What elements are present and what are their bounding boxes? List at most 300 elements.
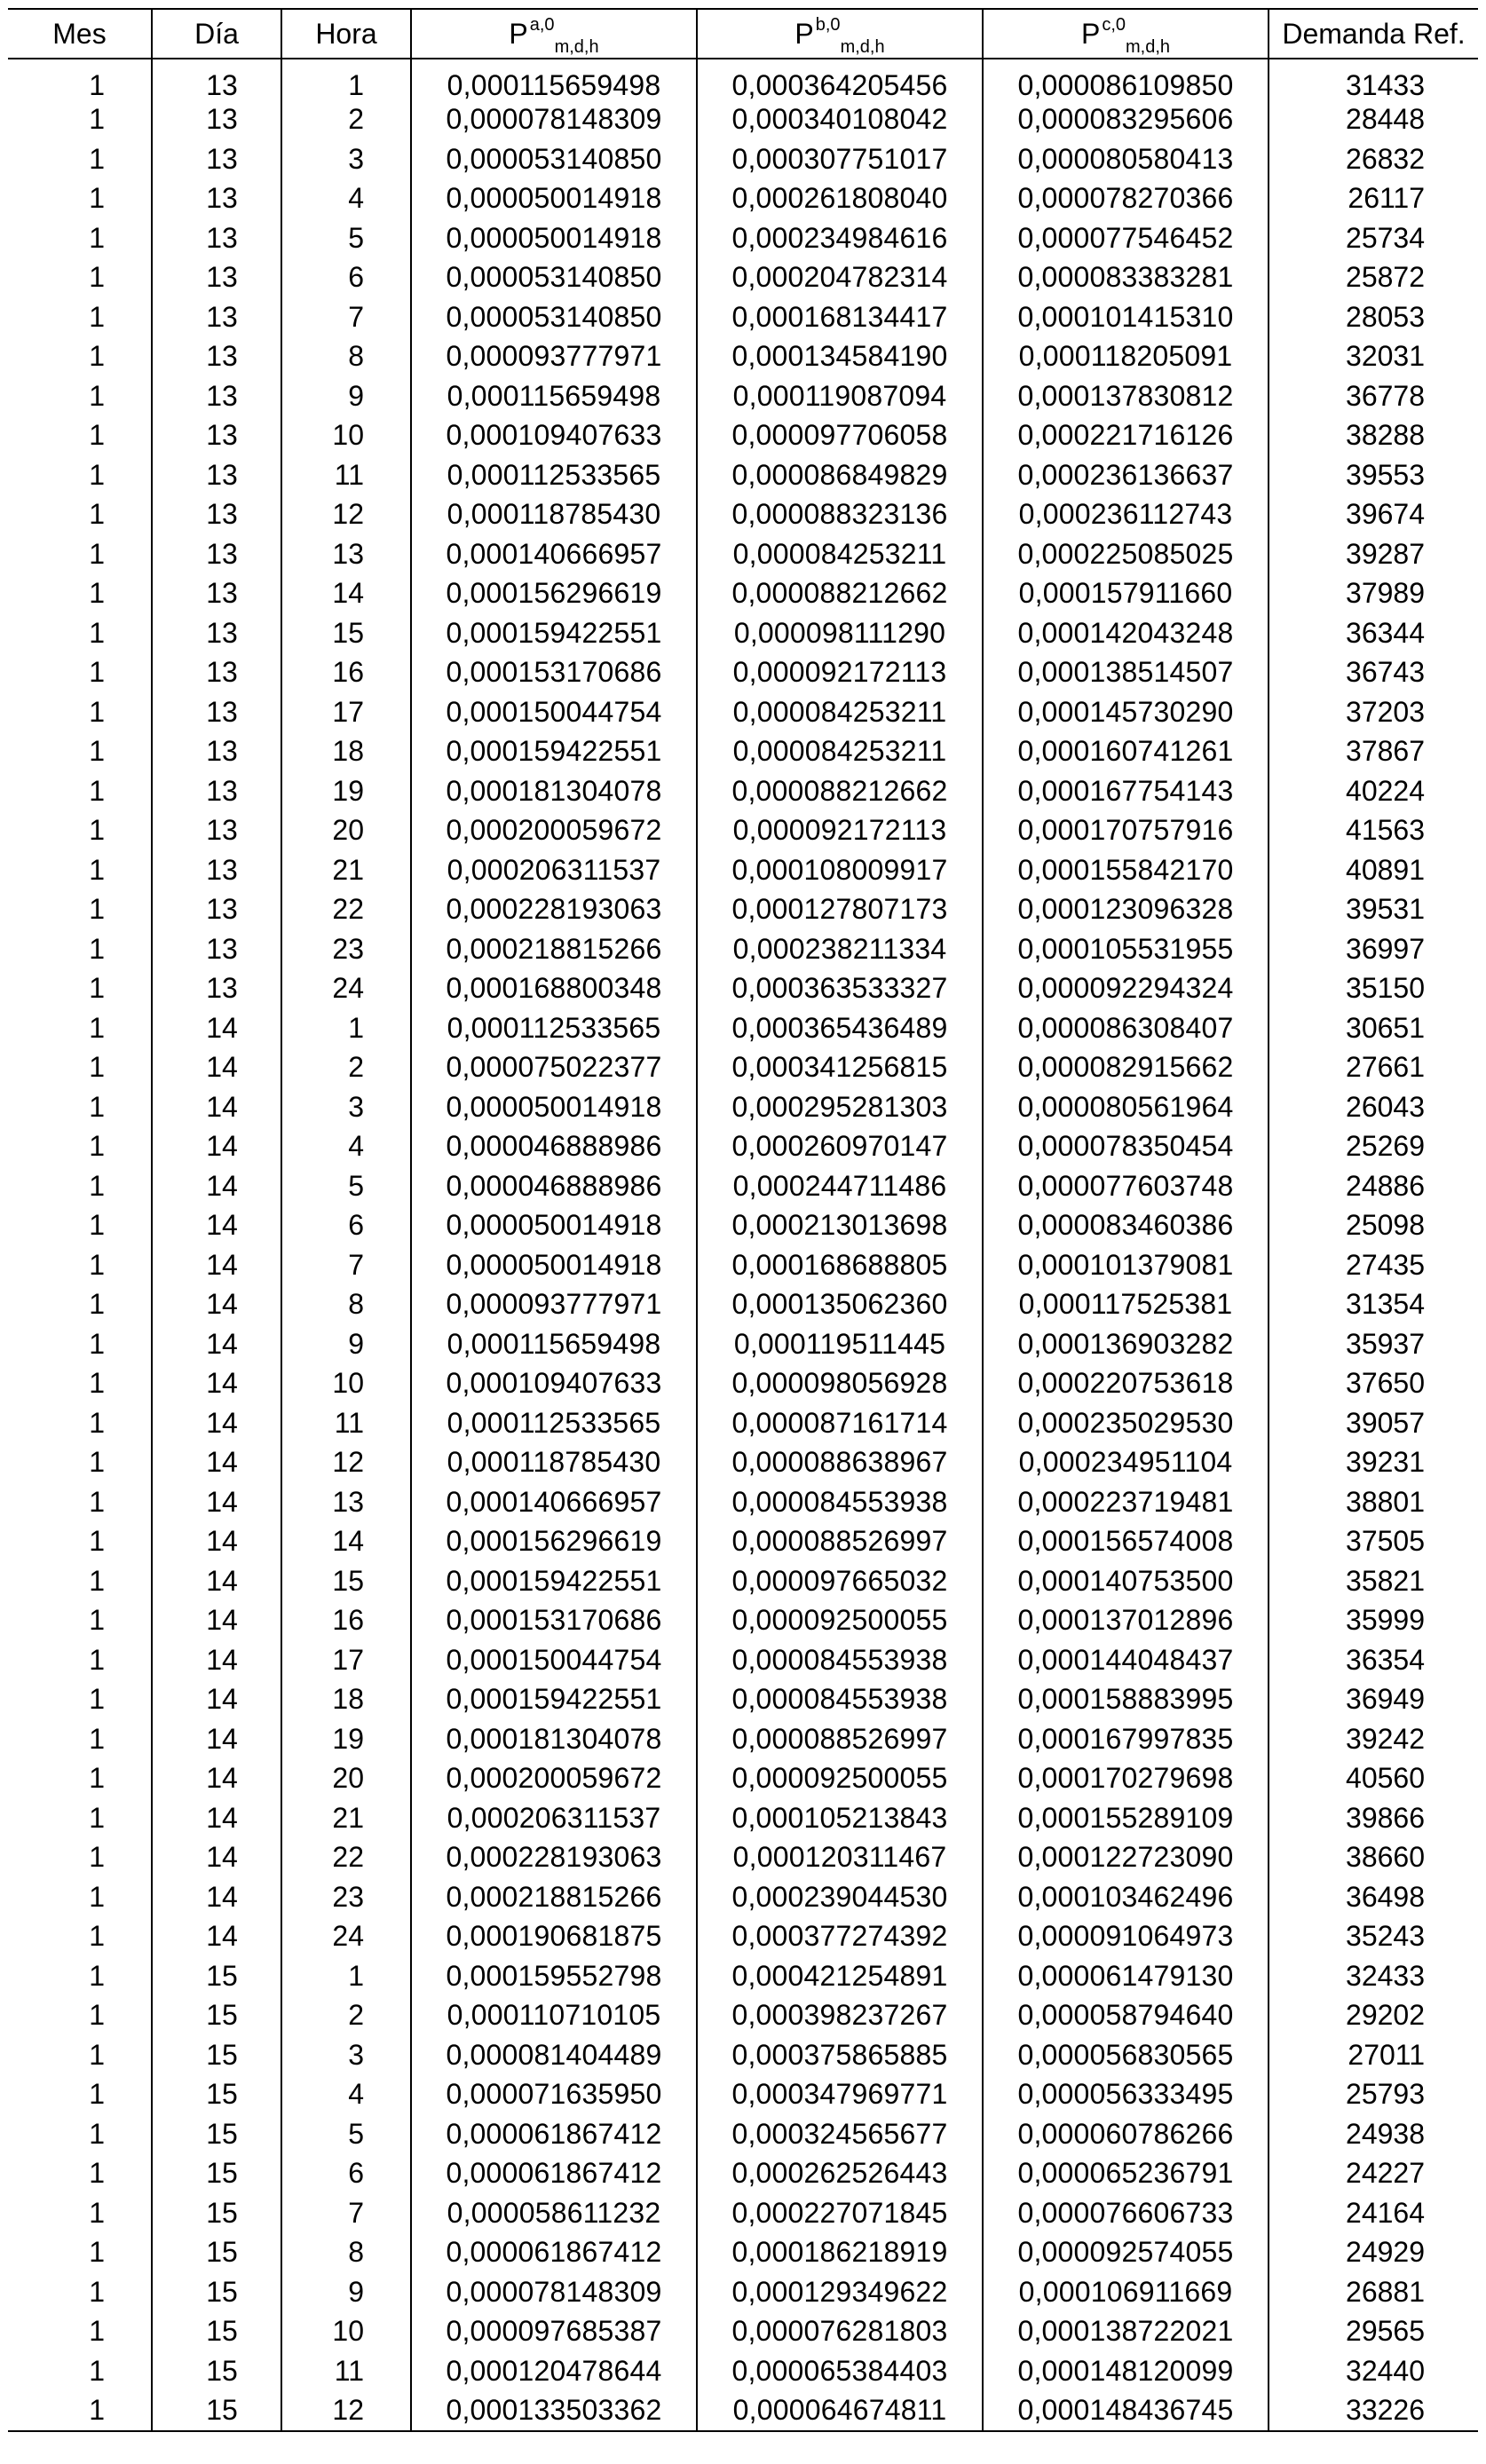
cell-mes: 1: [89, 1288, 105, 1321]
cell-hora: 14: [281, 573, 411, 613]
cell-demanda: 24938: [1269, 2114, 1478, 2154]
cell-demanda: 24929: [1269, 2232, 1478, 2272]
cell-p-b: 0,000084253211: [697, 731, 983, 771]
cell-p-c: 0,000137830812: [983, 376, 1269, 416]
cell-dia: 13: [152, 613, 281, 653]
cell-hora: 6: [281, 257, 411, 297]
cell-mes: 1: [89, 537, 105, 570]
cell-hora: 10: [281, 2311, 411, 2351]
cell-demanda: 40224: [1269, 771, 1478, 811]
table-row: [8, 1640, 1478, 1680]
table-row: [8, 2035, 1478, 2075]
cell-p-a: 0,000112533565: [411, 1008, 697, 1048]
header-p-c-base: P: [1080, 17, 1101, 50]
cell-dia: 13: [152, 573, 281, 613]
cell-p-b: 0,000084553938: [697, 1679, 983, 1719]
cell-demanda: 35821: [1269, 1561, 1478, 1601]
cell-p-a: 0,000115659498: [411, 376, 697, 416]
cell-hora: 19: [281, 1719, 411, 1759]
table-row: [8, 2153, 1478, 2193]
table-row: [8, 1324, 1478, 1364]
cell-dia: 14: [152, 1877, 281, 1917]
cell-p-c: 0,000236136637: [983, 455, 1269, 495]
table-row: [8, 1758, 1478, 1798]
cell-p-a: 0,000181304078: [411, 771, 697, 811]
cell-p-b: 0,000092172113: [697, 810, 983, 850]
cell-dia: 14: [152, 1837, 281, 1877]
cell-p-b: 0,000076281803: [697, 2311, 983, 2351]
cell-dia: 15: [152, 2074, 281, 2114]
cell-mes: 1: [89, 616, 105, 649]
cell-demanda: 31354: [1269, 1284, 1478, 1324]
cell-demanda: 41563: [1269, 810, 1478, 850]
cell-p-c: 0,000138514507: [983, 652, 1269, 692]
header-hora: Hora: [281, 9, 411, 59]
cell-p-b: 0,000088323136: [697, 494, 983, 534]
table-row: [8, 1956, 1478, 1996]
cell-p-c: 0,000155289109: [983, 1798, 1269, 1838]
cell-p-a: 0,000058611232: [411, 2193, 697, 2233]
table-row: [8, 1679, 1478, 1719]
cell-p-c: 0,000092294324: [983, 968, 1269, 1008]
cell-hora: 9: [281, 1324, 411, 1364]
cell-p-c: 0,000122723090: [983, 1837, 1269, 1877]
cell-p-c: 0,000077546452: [983, 218, 1269, 258]
cell-hora: 17: [281, 1640, 411, 1680]
cell-p-b: 0,000421254891: [697, 1956, 983, 1996]
table-row: [8, 2114, 1478, 2154]
cell-p-c: 0,000160741261: [983, 731, 1269, 771]
cell-hora: 22: [281, 1837, 411, 1877]
cell-mes: 1: [89, 1880, 105, 1913]
cell-hora: 12: [281, 494, 411, 534]
cell-hora: 16: [281, 652, 411, 692]
cell-dia: 14: [152, 1719, 281, 1759]
cell-demanda: 26043: [1269, 1087, 1478, 1127]
cell-p-c: 0,000083383281: [983, 257, 1269, 297]
cell-dia: 14: [152, 1561, 281, 1601]
cell-p-b: 0,000262526443: [697, 2153, 983, 2193]
cell-p-a: 0,000206311537: [411, 850, 697, 890]
header-demanda: Demanda Ref.: [1269, 9, 1478, 59]
cell-p-a: 0,000046888986: [411, 1126, 697, 1166]
cell-dia: 14: [152, 1521, 281, 1561]
cell-hora: 4: [281, 178, 411, 218]
cell-p-b: 0,000064674811: [697, 2390, 983, 2431]
cell-p-a: 0,000156296619: [411, 1521, 697, 1561]
cell-p-a: 0,000181304078: [411, 1719, 697, 1759]
cell-p-b: 0,000088212662: [697, 771, 983, 811]
cell-p-a: 0,000050014918: [411, 218, 697, 258]
cell-hora: 20: [281, 810, 411, 850]
cell-p-c: 0,000086109850: [983, 59, 1269, 99]
header-p-a-sup: a,0: [529, 14, 555, 35]
cell-p-b: 0,000086849829: [697, 455, 983, 495]
cell-mes: 1: [89, 1999, 105, 2032]
table-row: [8, 59, 1478, 99]
cell-p-b: 0,000092172113: [697, 652, 983, 692]
cell-dia: 13: [152, 376, 281, 416]
cell-hora: 12: [281, 2390, 411, 2431]
table-row: [8, 573, 1478, 613]
cell-p-c: 0,000086308407: [983, 1008, 1269, 1048]
cell-p-b: 0,000227071845: [697, 2193, 983, 2233]
table-row: [8, 257, 1478, 297]
cell-p-a: 0,000078148309: [411, 99, 697, 139]
cell-mes: 1: [89, 2236, 105, 2269]
cell-dia: 14: [152, 1324, 281, 1364]
cell-mes: 1: [89, 1604, 105, 1637]
cell-p-b: 0,000324565677: [697, 2114, 983, 2154]
cell-hora: 8: [281, 336, 411, 376]
cell-dia: 15: [152, 2311, 281, 2351]
cell-p-c: 0,000221716126: [983, 415, 1269, 455]
cell-hora: 5: [281, 1166, 411, 1206]
cell-p-c: 0,000148120099: [983, 2351, 1269, 2391]
table-body: [8, 59, 1478, 2431]
cell-demanda: 25734: [1269, 218, 1478, 258]
cell-mes: 1: [89, 1683, 105, 1716]
cell-p-c: 0,000158883995: [983, 1679, 1269, 1719]
cell-dia: 13: [152, 494, 281, 534]
cell-hora: 1: [281, 1956, 411, 1996]
cell-p-c: 0,000092574055: [983, 2232, 1269, 2272]
cell-dia: 15: [152, 1995, 281, 2035]
table-row: [8, 218, 1478, 258]
cell-demanda: 25269: [1269, 1126, 1478, 1166]
cell-mes: 1: [89, 1959, 105, 1992]
table-row: [8, 1047, 1478, 1087]
cell-hora: 23: [281, 1877, 411, 1917]
cell-p-a: 0,000061867412: [411, 2114, 697, 2154]
table-row: [8, 1837, 1478, 1877]
cell-p-b: 0,000092500055: [697, 1758, 983, 1798]
table-row: [8, 731, 1478, 771]
cell-mes: 1: [89, 2117, 105, 2150]
cell-demanda: 26117: [1269, 178, 1478, 218]
cell-mes: 1: [89, 1327, 105, 1360]
cell-dia: 14: [152, 1166, 281, 1206]
cell-demanda: 38801: [1269, 1482, 1478, 1522]
cell-p-c: 0,000058794640: [983, 1995, 1269, 2035]
cell-p-b: 0,000134584190: [697, 336, 983, 376]
cell-demanda: 39674: [1269, 494, 1478, 534]
cell-p-b: 0,000105213843: [697, 1798, 983, 1838]
cell-p-c: 0,000157911660: [983, 573, 1269, 613]
cell-p-a: 0,000150044754: [411, 1640, 697, 1680]
cell-mes: 1: [89, 1722, 105, 1755]
header-p-b-sub: m,d,h: [840, 36, 885, 57]
cell-dia: 14: [152, 1442, 281, 1482]
cell-p-b: 0,000119511445: [697, 1324, 983, 1364]
cell-hora: 12: [281, 1442, 411, 1482]
cell-hora: 21: [281, 850, 411, 890]
cell-dia: 13: [152, 889, 281, 929]
cell-hora: 11: [281, 1403, 411, 1443]
cell-p-a: 0,000118785430: [411, 1442, 697, 1482]
header-p-c-sub: m,d,h: [1126, 36, 1171, 57]
cell-demanda: 39057: [1269, 1403, 1478, 1443]
table-row: [8, 1403, 1478, 1443]
cell-demanda: 39553: [1269, 455, 1478, 495]
cell-demanda: 35999: [1269, 1600, 1478, 1640]
cell-p-c: 0,000101379081: [983, 1245, 1269, 1285]
table-row: [8, 850, 1478, 890]
cell-p-a: 0,000093777971: [411, 1284, 697, 1324]
cell-p-b: 0,000119087094: [697, 376, 983, 416]
cell-demanda: 29565: [1269, 2311, 1478, 2351]
header-p-b: [697, 9, 983, 59]
cell-p-a: 0,000078148309: [411, 2272, 697, 2312]
cell-hora: 7: [281, 2193, 411, 2233]
cell-demanda: 33226: [1269, 2390, 1478, 2431]
cell-p-a: 0,000112533565: [411, 1403, 697, 1443]
table-row: [8, 1008, 1478, 1048]
cell-demanda: 28448: [1269, 99, 1478, 139]
cell-hora: 13: [281, 1482, 411, 1522]
cell-dia: 13: [152, 59, 281, 99]
cell-dia: 15: [152, 2114, 281, 2154]
cell-mes: 1: [89, 1130, 105, 1163]
cell-p-b: 0,000340108042: [697, 99, 983, 139]
cell-p-c: 0,000140753500: [983, 1561, 1269, 1601]
cell-demanda: 24227: [1269, 2153, 1478, 2193]
cell-p-c: 0,000170757916: [983, 810, 1269, 850]
cell-mes: 1: [89, 379, 105, 412]
cell-demanda: 39287: [1269, 534, 1478, 574]
cell-mes: 1: [89, 458, 105, 491]
cell-mes: 1: [89, 1762, 105, 1795]
cell-hora: 8: [281, 1284, 411, 1324]
cell-dia: 13: [152, 692, 281, 732]
table-row: [8, 1166, 1478, 1206]
cell-hora: 1: [281, 1008, 411, 1048]
cell-mes: 1: [89, 972, 105, 1005]
cell-p-b: 0,000234984616: [697, 218, 983, 258]
cell-hora: 8: [281, 2232, 411, 2272]
cell-p-c: 0,000234951104: [983, 1442, 1269, 1482]
cell-p-b: 0,000347969771: [697, 2074, 983, 2114]
cell-p-c: 0,000235029530: [983, 1403, 1269, 1443]
cell-mes: 1: [89, 1564, 105, 1597]
cell-p-c: 0,000142043248: [983, 613, 1269, 653]
cell-dia: 13: [152, 771, 281, 811]
cell-demanda: 32031: [1269, 336, 1478, 376]
cell-demanda: 36354: [1269, 1640, 1478, 1680]
cell-dia: 14: [152, 1047, 281, 1087]
cell-p-a: 0,000218815266: [411, 1877, 697, 1917]
table-row: [8, 1719, 1478, 1759]
cell-demanda: 26832: [1269, 139, 1478, 179]
cell-p-a: 0,000159422551: [411, 1561, 697, 1601]
cell-dia: 14: [152, 1205, 281, 1245]
cell-mes: 1: [89, 142, 105, 175]
cell-mes: 1: [89, 2078, 105, 2111]
table-row: [8, 1561, 1478, 1601]
cell-demanda: 27435: [1269, 1245, 1478, 1285]
table-row: [8, 336, 1478, 376]
cell-demanda: 28053: [1269, 297, 1478, 337]
cell-hora: 1: [281, 59, 411, 99]
cell-p-b: 0,000213013698: [697, 1205, 983, 1245]
cell-p-b: 0,000097665032: [697, 1561, 983, 1601]
cell-p-c: 0,000061479130: [983, 1956, 1269, 1996]
cell-demanda: 36997: [1269, 929, 1478, 969]
cell-p-a: 0,000071635950: [411, 2074, 697, 2114]
cell-p-a: 0,000110710105: [411, 1995, 697, 2035]
cell-hora: 6: [281, 1205, 411, 1245]
header-p-b-base: P: [794, 17, 814, 50]
cell-p-a: 0,000228193063: [411, 1837, 697, 1877]
cell-p-b: 0,000261808040: [697, 178, 983, 218]
cell-p-a: 0,000046888986: [411, 1166, 697, 1206]
cell-mes: 1: [89, 774, 105, 807]
cell-p-a: 0,000228193063: [411, 889, 697, 929]
cell-mes: 1: [89, 1525, 105, 1558]
cell-hora: 24: [281, 1916, 411, 1956]
cell-p-b: 0,000364205456: [697, 59, 983, 99]
cell-p-b: 0,000098056928: [697, 1363, 983, 1403]
cell-hora: 4: [281, 1126, 411, 1166]
table-row: [8, 1482, 1478, 1522]
cell-p-b: 0,000363533327: [697, 968, 983, 1008]
cell-hora: 2: [281, 1995, 411, 2035]
cell-p-a: 0,000050014918: [411, 178, 697, 218]
cell-p-c: 0,000082915662: [983, 1047, 1269, 1087]
cell-p-a: 0,000200059672: [411, 810, 697, 850]
cell-p-c: 0,000167997835: [983, 1719, 1269, 1759]
cell-p-b: 0,000084553938: [697, 1482, 983, 1522]
cell-p-a: 0,000109407633: [411, 1363, 697, 1403]
table-row: [8, 1877, 1478, 1917]
table-row: [8, 1087, 1478, 1127]
table-row: [8, 494, 1478, 534]
table-row: [8, 376, 1478, 416]
table-row: [8, 99, 1478, 139]
cell-p-b: 0,000260970147: [697, 1126, 983, 1166]
cell-dia: 15: [152, 2193, 281, 2233]
cell-demanda: 37203: [1269, 692, 1478, 732]
cell-demanda: 24164: [1269, 2193, 1478, 2233]
cell-p-c: 0,000155842170: [983, 850, 1269, 890]
cell-p-a: 0,000053140850: [411, 139, 697, 179]
cell-p-c: 0,000106911669: [983, 2272, 1269, 2312]
cell-hora: 11: [281, 455, 411, 495]
cell-p-a: 0,000050014918: [411, 1205, 697, 1245]
cell-p-c: 0,000103462496: [983, 1877, 1269, 1917]
cell-p-b: 0,000186218919: [697, 2232, 983, 2272]
table-row: [8, 1363, 1478, 1403]
cell-p-b: 0,000088526997: [697, 1719, 983, 1759]
cell-p-b: 0,000084553938: [697, 1640, 983, 1680]
cell-mes: 1: [89, 1367, 105, 1400]
cell-mes: 1: [89, 577, 105, 610]
cell-dia: 13: [152, 99, 281, 139]
cell-p-b: 0,000088212662: [697, 573, 983, 613]
cell-p-c: 0,000136903282: [983, 1324, 1269, 1364]
cell-demanda: 27011: [1269, 2035, 1478, 2075]
cell-p-a: 0,000153170686: [411, 652, 697, 692]
cell-dia: 13: [152, 731, 281, 771]
cell-dia: 13: [152, 139, 281, 179]
table-row: [8, 771, 1478, 811]
cell-mes: 1: [89, 1248, 105, 1281]
cell-dia: 13: [152, 178, 281, 218]
table-row: [8, 2390, 1478, 2431]
cell-p-c: 0,000101415310: [983, 297, 1269, 337]
cell-p-b: 0,000295281303: [697, 1087, 983, 1127]
header-p-c: [983, 9, 1269, 59]
cell-p-a: 0,000115659498: [411, 1324, 697, 1364]
cell-demanda: 38288: [1269, 415, 1478, 455]
cell-dia: 13: [152, 534, 281, 574]
table-row: [8, 2193, 1478, 2233]
header-mes: Mes: [8, 9, 152, 59]
cell-p-c: 0,000117525381: [983, 1284, 1269, 1324]
cell-hora: 15: [281, 613, 411, 653]
table-row: [8, 652, 1478, 692]
cell-p-b: 0,000098111290: [697, 613, 983, 653]
cell-mes: 1: [89, 2354, 105, 2387]
cell-p-b: 0,000377274392: [697, 1916, 983, 1956]
cell-hora: 15: [281, 1561, 411, 1601]
cell-p-a: 0,000097685387: [411, 2311, 697, 2351]
cell-mes: 1: [89, 1841, 105, 1874]
cell-dia: 13: [152, 415, 281, 455]
cell-p-c: 0,000060786266: [983, 2114, 1269, 2154]
cell-dia: 13: [152, 929, 281, 969]
cell-p-c: 0,000056830565: [983, 2035, 1269, 2075]
cell-p-b: 0,000375865885: [697, 2035, 983, 2075]
cell-dia: 13: [152, 850, 281, 890]
cell-dia: 15: [152, 2035, 281, 2075]
header-p-c-sup: c,0: [1102, 14, 1126, 35]
table-row: [8, 415, 1478, 455]
cell-dia: 14: [152, 1363, 281, 1403]
cell-p-c: 0,000056333495: [983, 2074, 1269, 2114]
cell-hora: 3: [281, 1087, 411, 1127]
cell-dia: 15: [152, 2351, 281, 2391]
cell-p-b: 0,000127807173: [697, 889, 983, 929]
cell-p-a: 0,000206311537: [411, 1798, 697, 1838]
cell-p-c: 0,000065236791: [983, 2153, 1269, 2193]
table-row: [8, 1600, 1478, 1640]
cell-p-a: 0,000200059672: [411, 1758, 697, 1798]
cell-p-a: 0,000120478644: [411, 2351, 697, 2391]
cell-p-c: 0,000080561964: [983, 1087, 1269, 1127]
cell-p-b: 0,000088526997: [697, 1521, 983, 1561]
cell-p-a: 0,000159552798: [411, 1956, 697, 1996]
cell-dia: 13: [152, 652, 281, 692]
cell-hora: 5: [281, 2114, 411, 2154]
cell-demanda: 35243: [1269, 1916, 1478, 1956]
cell-dia: 13: [152, 336, 281, 376]
cell-mes: 1: [89, 103, 105, 136]
table-row: [8, 1916, 1478, 1956]
table-row: [8, 2272, 1478, 2312]
cell-dia: 15: [152, 2272, 281, 2312]
cell-mes: 1: [89, 300, 105, 333]
cell-hora: 3: [281, 139, 411, 179]
cell-mes: 1: [89, 498, 105, 531]
cell-hora: 9: [281, 2272, 411, 2312]
cell-p-c: 0,000156574008: [983, 1521, 1269, 1561]
table-row: [8, 1995, 1478, 2035]
cell-p-a: 0,000053140850: [411, 297, 697, 337]
cell-p-a: 0,000109407633: [411, 415, 697, 455]
cell-dia: 14: [152, 1798, 281, 1838]
header-dia: Día: [152, 9, 281, 59]
